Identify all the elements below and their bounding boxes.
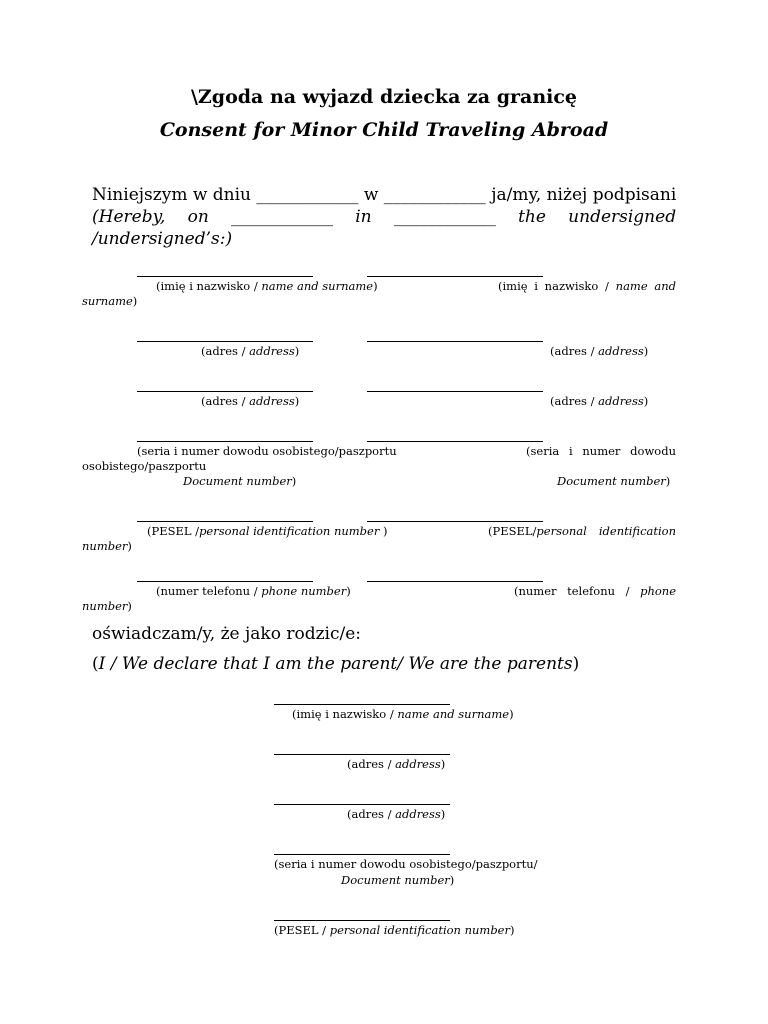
signatory2-address-line-2[interactable] — [367, 391, 543, 392]
date-blank[interactable]: ____________ — [256, 185, 359, 205]
declaration-pl: oświadczam/y, że jako rodzic/e: — [92, 624, 362, 644]
signatory2-pesel-line[interactable] — [367, 521, 543, 522]
phone-caption-right: (numer telefonu / phone — [514, 584, 676, 598]
child-document-line[interactable] — [274, 854, 450, 855]
intro-line-1 — [92, 184, 676, 206]
intro-line-3: /undersigned’s:) — [92, 229, 233, 249]
intro-en-the: the — [518, 207, 546, 227]
child-pesel-caption: (PESEL / personal identification number) — [274, 923, 515, 937]
name-caption-right: (imię i nazwisko / name and — [498, 279, 676, 293]
pesel-caption-wrap: number) — [82, 539, 132, 553]
page-title: \Zgoda na wyjazd dziecka za granicę — [190, 86, 578, 108]
signatory1-phone-line[interactable] — [137, 581, 313, 582]
address-caption-left-2: (adres / address) — [201, 394, 300, 408]
phone-caption-left: (numer telefonu / phone number) — [156, 584, 351, 598]
signatory1-pesel-line[interactable] — [137, 521, 313, 522]
signatory2-name-line[interactable] — [367, 276, 543, 277]
signatory2-phone-line[interactable] — [367, 581, 543, 582]
page-subtitle: Consent for Minor Child Traveling Abroad — [159, 119, 609, 141]
address-caption-right-2: (adres / address) — [550, 394, 649, 408]
child-address-caption-2: (adres / address) — [347, 807, 446, 821]
document-caption-left-en: Document number) — [183, 474, 297, 488]
intro-en-undersigned: undersigned — [568, 207, 677, 227]
child-name-caption: (imię i nazwisko / name and surname) — [292, 707, 514, 721]
intro-en-in: in — [355, 207, 372, 227]
document-caption-right-en: Document number) — [557, 474, 671, 488]
address-caption-right-1: (adres / address) — [550, 344, 649, 358]
address-caption-left-1: (adres / address) — [201, 344, 300, 358]
date-blank-en[interactable]: ____________ — [231, 207, 333, 227]
document-caption-wrap: osobistego/paszportu — [82, 459, 207, 473]
name-caption-wrap: surname) — [82, 294, 138, 308]
child-pesel-line[interactable] — [274, 920, 450, 921]
intro-line-2 — [92, 206, 676, 228]
signatory1-address-line-1[interactable] — [137, 341, 313, 342]
intro-en-hereby: (Hereby, — [92, 207, 166, 227]
child-address-caption-1: (adres / address) — [347, 757, 446, 771]
child-name-line[interactable] — [274, 704, 450, 705]
intro-text-in: w — [363, 185, 379, 205]
signatory1-name-line[interactable] — [137, 276, 313, 277]
signatory2-address-line-1[interactable] — [367, 341, 543, 342]
child-address-line-1[interactable] — [274, 754, 450, 755]
signatory1-address-line-2[interactable] — [137, 391, 313, 392]
intro-text-date: Niniejszym w dniu — [92, 185, 252, 205]
name-caption-left: (imię i nazwisko / name and surname) — [156, 279, 378, 293]
pesel-caption-left: (PESEL /personal identification number ) — [147, 524, 388, 538]
intro-en-on: on — [187, 207, 209, 227]
child-document-caption-en: Document number) — [341, 873, 455, 887]
place-blank[interactable]: ____________ — [383, 185, 486, 205]
child-document-caption: (seria i numer dowodu osobistego/paszportu/ — [274, 857, 538, 871]
signatory1-document-line[interactable] — [137, 441, 313, 442]
child-address-line-2[interactable] — [274, 804, 450, 805]
declaration-en: (I / We declare that I am the parent/ We are the parents) — [92, 654, 580, 674]
document-caption-right: (seria i numer dowodu — [526, 444, 676, 458]
place-blank-en[interactable]: ____________ — [393, 207, 496, 227]
intro-text-undersigned: ja/my, niżej podpisani — [491, 185, 677, 205]
pesel-caption-right: (PESEL/personal identification — [488, 524, 676, 538]
document-caption-left: (seria i numer dowodu osobistego/paszportu — [137, 444, 397, 458]
phone-caption-wrap: number) — [82, 599, 132, 613]
signatory2-document-line[interactable] — [367, 441, 543, 442]
